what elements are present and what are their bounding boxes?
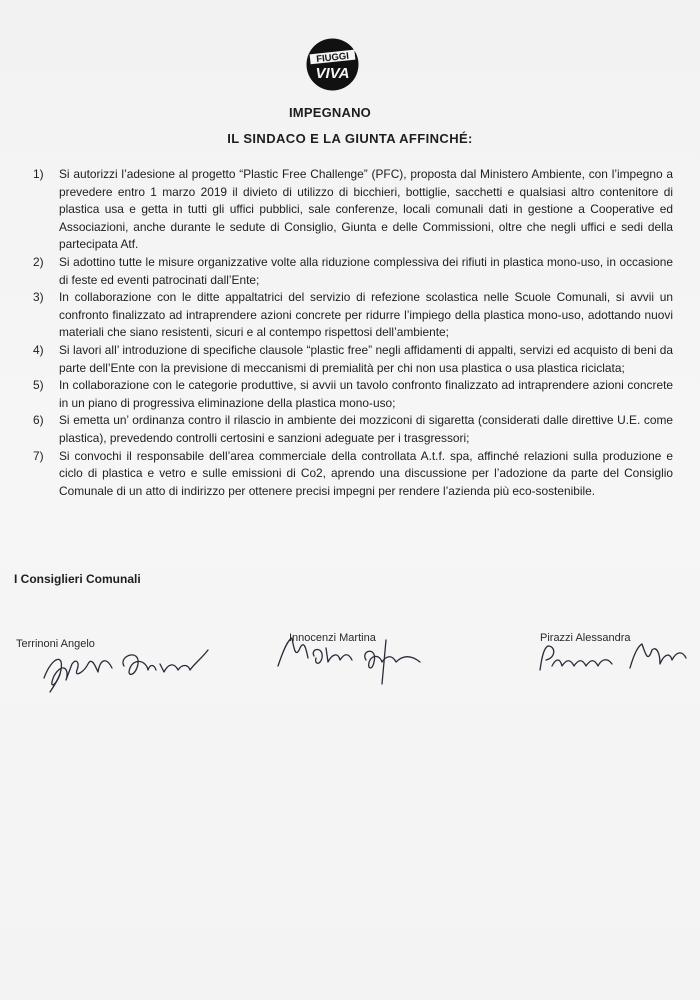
list-item [33,448,673,501]
list-item [33,166,673,254]
item-number: 2) [33,254,44,269]
signers-label: I Consiglieri Comunali [14,572,141,586]
fiuggi-viva-logo [305,37,360,92]
item-text: In collaborazione con le categorie produttive, si avvii un tavolo confronto finalizzato ad intraprendere azioni concrete in un piano di progressiva eliminazione della plastica mono-uso; [59,378,673,410]
svg-text:VIVA: VIVA [315,65,350,82]
item-number: 5) [33,378,44,393]
heading-sindaco-giunta: IL SINDACO E LA GIUNTA AFFINCHÉ: [227,131,473,146]
item-text: Si autorizzi l’adesione al progetto “Plastic Free Challenge” (PFC), proposta dal Ministero Ambiente, con l’impegno a prevedere entro 1 marzo 2019 il divieto di utilizzo di bicchieri, bottiglie, sacchetti e qualsiasi altro contenitore di plastica usa e getta in tutti gli uffici pubblici, sale conferenze, locali comunali dati in gestione a Cooperative ed Associazioni, anche durante le sedute di Consiglio, Giunta e delle Commissioni, oltre che negli uffici e sedi della partecipata Atf. [59,167,673,252]
signature-pirazzi [534,630,694,680]
item-text: Si convochi il responsabile dell’area commerciale della controllata A.t.f. spa, affinché relazioni sulla produzione e ciclo di plastica e vetro e sulle emissioni di Co2, aprendo una discussione per l’adozione da parte del Consiglio Comunale di un atto di indirizzo per ottenere precisi impegni per rendere l’azienda più eco-sostenibile. [59,448,673,498]
item-number: 1) [33,167,44,181]
heading-impegnano: IMPEGNANO [289,105,371,120]
item-text: Si emetta un’ ordinanza contro il rilascio in ambiente dei mozziconi di sigaretta (considerati dalle direttive U.E. come plastica), prevedendo controlli certosini e sanzioni adeguate per i trasgressori; [59,413,673,445]
svg-text:FIUGGI: FIUGGI [315,50,350,66]
signer-name-pirazzi: Pirazzi Alessandra [540,632,631,644]
list-item [33,412,673,447]
item-text: Si adottino tutte le misure organizzative volte alla riduzione complessiva dei rifiuti in plastica mono-uso, in occasione di feste ed eventi patrocinati dall’Ente; [59,254,673,287]
item-number: 7) [33,448,44,463]
item-number: 4) [33,342,44,357]
item-text: Si lavori all’ introduzione di specifiche clausole “plastic free” negli affidamenti di appalti, servizi ed acquisto di beni da parte dell’Ente con la previsione di meccanismi di premialità per chi non usa plastica o usa plastica riciclata; [59,342,673,375]
item-text: In collaborazione con le ditte appaltatrici del servizio di refezione scolastica nelle Scuole Comunali, si avvii un confronto finalizzato ad intraprendere azioni concrete per ridurre l’impiego della plastica mono-uso, adottando nuovi materiali che siano resistenti, sicuri e al contempo rispettosi dell’ambiente; [59,290,673,340]
signature-innocenzi [270,618,430,688]
signer-name-terrinoni: Terrinoni Angelo [16,638,95,650]
list-item [33,289,673,342]
signature-terrinoni [14,628,244,698]
signer-name-innocenzi: Innocenzi Martina [289,632,376,644]
list-item [33,342,673,377]
item-number: 6) [33,413,44,428]
list-item [33,377,673,412]
item-number: 3) [33,290,44,305]
list-item [33,254,673,289]
commitment-list [33,166,673,500]
